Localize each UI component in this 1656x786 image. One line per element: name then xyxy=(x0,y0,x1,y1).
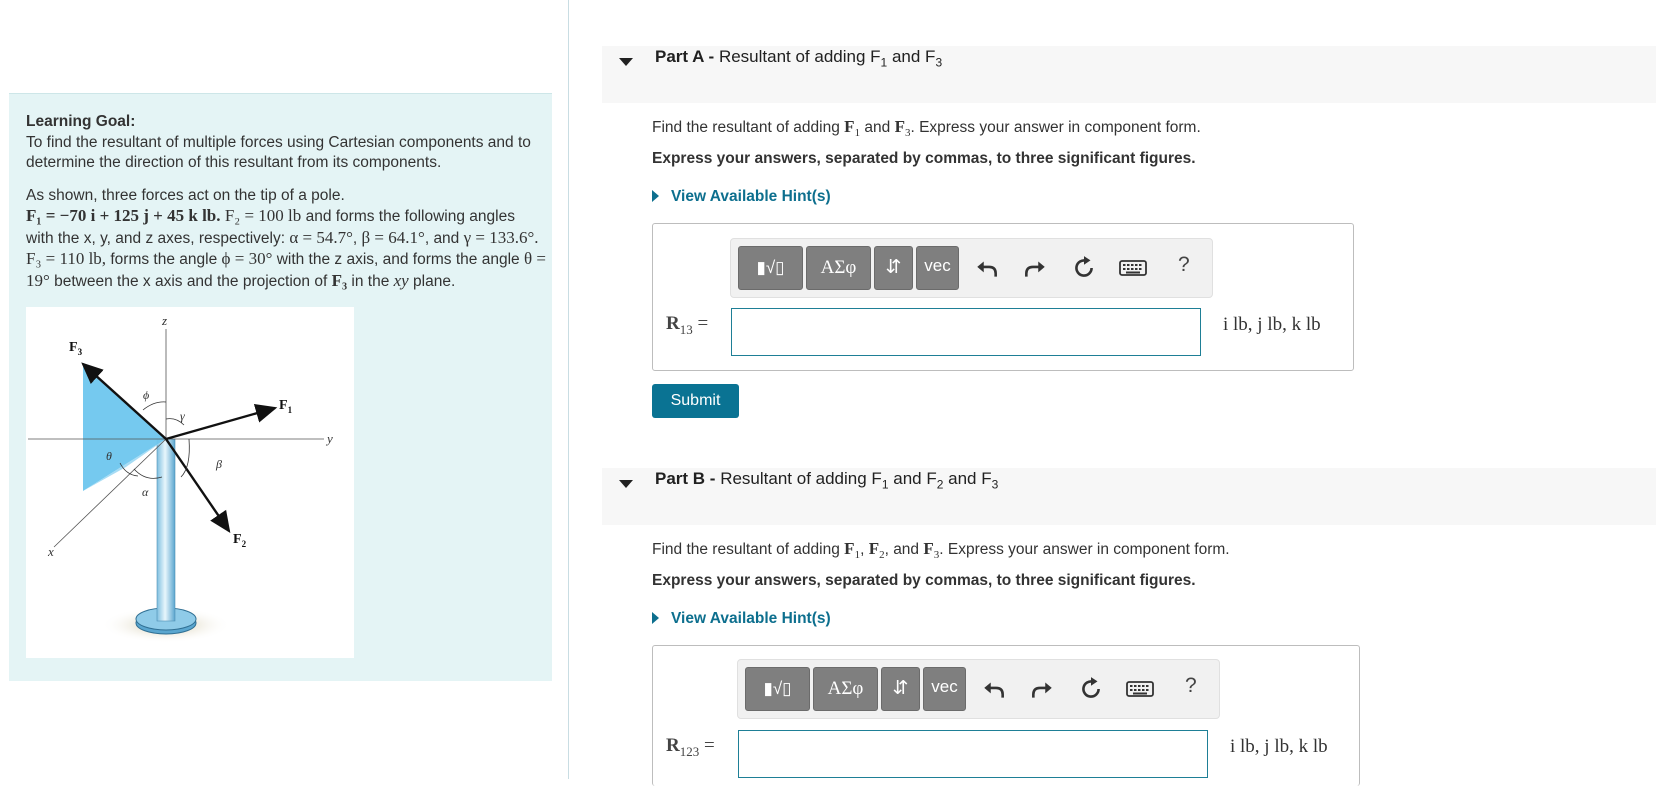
gamma-label: γ xyxy=(180,409,185,423)
part-a-label: $R_{13}$ = xyxy=(666,313,709,337)
alpha-label: α xyxy=(142,485,149,499)
templates-button[interactable] xyxy=(738,246,803,290)
part-a-submit-button[interactable]: Submit xyxy=(652,384,739,418)
part-b-answer-box xyxy=(652,645,1360,786)
f2-expression: F₂ = 100 lb xyxy=(224,206,302,225)
f1-label: $F_1$ xyxy=(279,398,293,415)
problem-intro: As shown, three forces act on the tip of a pole. xyxy=(26,186,345,204)
part-a-answer-box xyxy=(652,223,1354,371)
learning-goal-content xyxy=(26,112,546,292)
f2-label: $F_2$ xyxy=(233,532,247,549)
x-label: x xyxy=(48,544,54,559)
part-a-bold-instruction: Express your answers, separated by commas, to three significant figures. xyxy=(652,150,1196,167)
updown-button[interactable] xyxy=(881,667,920,711)
part-a-answer-input[interactable] xyxy=(731,308,1201,356)
greek-button[interactable] xyxy=(813,667,878,711)
beta-value: β = 64.1° xyxy=(361,227,425,247)
phi-arc xyxy=(143,402,166,410)
hint-triangle-icon xyxy=(652,612,659,624)
f3-text-1: forms the angle xyxy=(110,251,218,268)
f2-text: and forms the following angles with the x, y, and z axes, respectively: xyxy=(26,208,515,247)
collapse-caret-icon[interactable] xyxy=(619,58,633,66)
problem-statement: F₁ = −70 i + 125 j + 45 k lb. F₂ = 100 lb and forms the following angles with the x, y, and z axes, respectively: α = 54.7°, β = 64.1°, and γ = 133.6°. F₃ = 110 lb, forms the angle ϕ = 30° with the z axis, and forms the angle θ = 19° between the x axis and the projection of F₃ in the xy plane. xyxy=(26,206,546,290)
part-b-header[interactable] xyxy=(602,468,1656,525)
pole xyxy=(157,439,175,621)
vec-button[interactable] xyxy=(923,667,966,711)
part-b-title: Part B - Resultant of adding $F_1$ and $F_2$ and $F_3$ xyxy=(655,469,999,492)
help-icon[interactable]: ? xyxy=(1178,253,1190,276)
learning-goal-text: To find the resultant of multiple forces using Cartesian components and to determine the direction of this resultant from its components. xyxy=(26,133,531,171)
f3-expression: F₃ = 110 lb, xyxy=(26,249,107,268)
f3-text-3: between the x axis and the projection of xyxy=(54,272,328,290)
keyboard-icon[interactable] xyxy=(1119,255,1147,281)
part-b-bold-instruction: Express your answers, separated by commas, to three significant figures. xyxy=(652,572,1196,589)
learning-goal-heading: Learning Goal: xyxy=(26,113,136,130)
part-b-units: i lb, j lb, k lb xyxy=(1230,736,1328,757)
phi-value: ϕ = 30° xyxy=(221,249,273,268)
part-b-toolbar xyxy=(737,659,1220,719)
f2-arrow xyxy=(166,439,229,531)
templates-icon: ▮√▯ xyxy=(763,679,792,698)
part-a-toolbar xyxy=(730,238,1213,298)
theta-label: θ xyxy=(106,449,112,463)
force-diagram xyxy=(26,307,354,658)
reset-icon[interactable] xyxy=(1071,255,1097,281)
redo-icon[interactable] xyxy=(1029,676,1055,702)
f3-text-4: in the xyxy=(351,272,390,290)
reset-icon[interactable] xyxy=(1078,676,1104,702)
undo-icon[interactable] xyxy=(974,255,1000,281)
z-label: z xyxy=(162,313,168,328)
theta-value: θ = 19° xyxy=(26,249,546,290)
greek-icon: ΑΣφ xyxy=(827,678,864,699)
help-icon[interactable]: ? xyxy=(1185,674,1197,697)
part-a-title: Part A - Resultant of adding $F_1$ and $F_3$ xyxy=(655,47,943,70)
f3-text-2: with the z axis, and forms the angle xyxy=(276,251,520,268)
part-b-answer-input[interactable] xyxy=(738,730,1208,778)
keyboard-icon[interactable] xyxy=(1126,676,1154,702)
column-divider xyxy=(568,0,569,779)
templates-icon: ▮√▯ xyxy=(756,258,785,277)
greek-icon: ΑΣφ xyxy=(820,257,857,278)
collapse-caret-icon[interactable] xyxy=(619,480,633,488)
part-a-hint-link[interactable]: View Available Hint(s) xyxy=(652,188,831,206)
f3-text-5: plane. xyxy=(413,272,456,290)
updown-icon: ⇵ xyxy=(892,678,909,699)
f3-bold: F₃ xyxy=(331,270,348,290)
updown-button[interactable] xyxy=(874,246,913,290)
phi-label: ϕ xyxy=(143,388,150,402)
y-label: y xyxy=(327,431,333,446)
part-a-units: i lb, j lb, k lb xyxy=(1223,314,1321,335)
greek-button[interactable] xyxy=(806,246,871,290)
updown-icon: ⇵ xyxy=(885,257,902,278)
and-text: and xyxy=(433,229,460,247)
part-b-instruction: Find the resultant of adding $F_1$, $F_2$, and $F_3$. Express your answer in component form. xyxy=(652,539,1230,562)
force-diagram-svg xyxy=(26,307,354,658)
xy-plane: xy xyxy=(393,270,409,290)
undo-icon[interactable] xyxy=(981,676,1007,702)
alpha-value: α = 54.7° xyxy=(289,227,353,247)
part-a-header[interactable] xyxy=(602,46,1656,103)
templates-button[interactable] xyxy=(745,667,810,711)
part-a-instruction: Find the resultant of adding $F_1$ and $F_3$. Express your answer in component form. xyxy=(652,117,1201,140)
part-b-hint-link[interactable]: View Available Hint(s) xyxy=(652,610,831,628)
vec-icon: vec xyxy=(931,677,958,696)
vec-button[interactable] xyxy=(916,246,959,290)
vec-icon: vec xyxy=(924,256,951,275)
gamma-value: γ = 133.6°. xyxy=(463,227,539,247)
f3-label: $F_3$ xyxy=(69,340,83,357)
redo-icon[interactable] xyxy=(1022,255,1048,281)
hint-triangle-icon xyxy=(652,190,659,202)
f1-expression: F₁ = −70 i + 125 j + 45 k lb. xyxy=(26,206,221,225)
part-b-label: $R_{123}$ = xyxy=(666,735,715,759)
beta-label: β xyxy=(216,457,222,471)
